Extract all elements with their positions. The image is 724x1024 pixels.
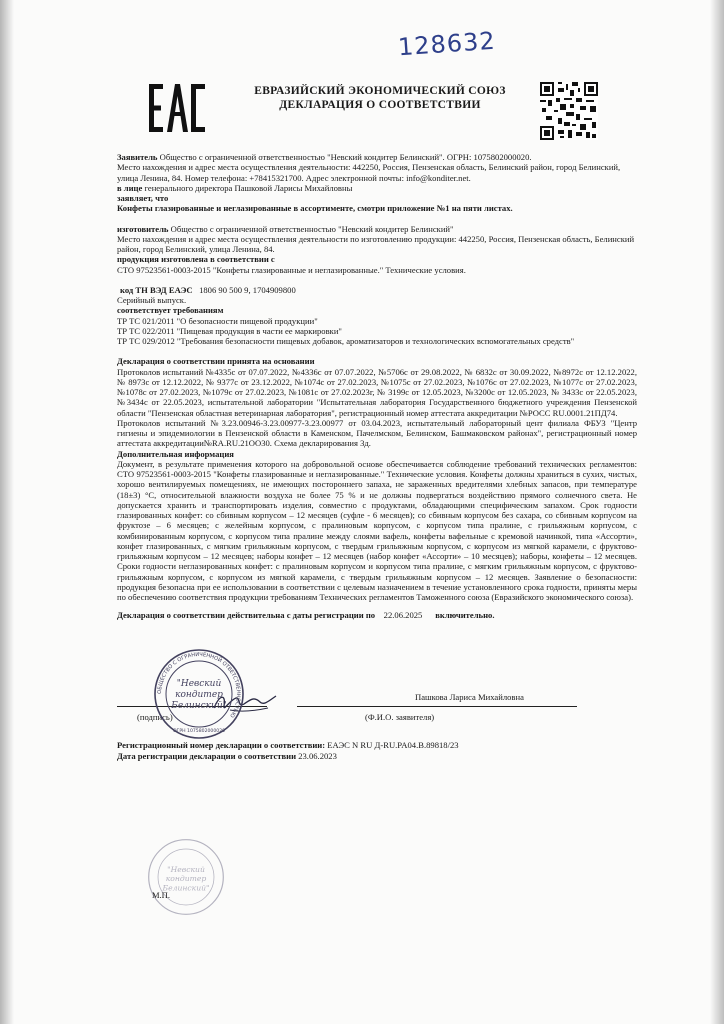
handwritten-number: 128632 bbox=[397, 26, 497, 62]
validity-suffix: включительно. bbox=[435, 610, 495, 621]
applicant-address: Место нахождения и адрес места осуществления деятельности: 442250, Россия, Пензенская область, Белинский район, город Белинский, улица Ленина, 84. Номер телефона: +78415321700. Адрес электронной почты: info@konditer.net. bbox=[117, 162, 621, 183]
made-per-label: продукция изготовлена в соответствии с bbox=[117, 254, 275, 265]
applicant-label: Заявитель bbox=[117, 152, 158, 162]
header-union: ЕВРАЗИЙСКИЙ ЭКОНОМИЧЕСКИЙ СОЮЗ bbox=[254, 85, 506, 97]
additional-info-label: Дополнительная информация bbox=[117, 448, 234, 459]
document-header bbox=[230, 84, 530, 112]
stamp-line: кондитер bbox=[175, 690, 223, 700]
basis-protocols-2: Протоколов испытаний №3.23.00946-3.23.00977-3.23.00977 от 03.04.2023, испытательный лабораторный цент филиала ФБУЗ "Центр гигиены и эпидемиологии в Пензенской области в Каменском, Пачелмском, Белинском, Башмаковском районах", регистрационный номер аттестата аккредитации№RA.RU.21ОО30. Схема декларирования 3д. bbox=[117, 417, 637, 449]
stamp-line: "Невский bbox=[176, 679, 222, 689]
registration-date: 23.06.2023 bbox=[296, 750, 337, 761]
manufacturer-label: изготовитель bbox=[117, 223, 169, 234]
signature-caption: (подпись) bbox=[137, 712, 173, 722]
scan-shadow-left bbox=[0, 0, 14, 1024]
stamp-line: "Невский bbox=[167, 864, 205, 874]
representative-label: в лице bbox=[117, 182, 143, 193]
stamp-ogrn: ОГРН 1075802000020 bbox=[172, 729, 226, 734]
stamp-line: кондитер bbox=[165, 874, 207, 884]
tnved-code-line bbox=[117, 285, 637, 295]
seal-place-label: М.П. bbox=[152, 890, 170, 900]
validity-line bbox=[117, 610, 637, 620]
tnved-value: 1806 90 500 9, 1704909800 bbox=[199, 284, 296, 295]
additional-info-text: Документ, в результате применения которого на добровольной основе обеспечивается соблюдение требований технических регламентов: СТО 97523561-0003-2015 "Конфеты глазированные и неглазированные." Технические условия. Конфеты должны храниться в сухих, чистых, хорошо вентилируемых помещениях, не имеющих постороннего запаха, не зараженных вредителями хлебных запасов, при температуре (18±3) °С, относительной влажности воздуха не более 75 % и не должны подвергаться воздействию прямого солнечного света. Не допускается хранить и транспортировать изделия, совместно с продуктами, обладающими специфическим запахом. Срок годности глазированных конфет: со сбивным корпусом – 12 месяцев (суфле - 6 месяцев); со сбивным корпусом без сахара, со сбивным корпусом на фруктозе – 6 месяцев; с желейным корпусом, с пралиновым корпусом, с корпусом типа пралине, с грильяжным корпусом, с комбинированным корпусом, с корпусом типа пралине между слоями вафель, конфеты вафельные с кремовой начинкой, типа «Ассорти», конфет глазированных, с мягким грильяжным корпусом, с твердым грильяжным корпусом, с корпусом из мягкой карамели, с фруктово-грильяжным корпусом – 12 месяцев; наборы конфет – 12 месяцев (набор конфет «Ассорти» – 10 месяцев); наборы, конфеты – 12 месяцев. Сроки годности неглазированных конфет: с пралиновым корпусом и корпусом типа пралине, с мягким грильяжным корпусом, с фруктово-грильяжным корпусом, с корпусом из мягкой карамели, с твердым грильяжным корпусом – 12 месяцев. Заявление о безопасности: продукция безопасна при ее использовании в соответствии с целевым назначением в течение установленного срока годности, приняты меры по обеспечению соответствия продукции требованиям Технических регламентов Таможенного союза (Евразийского экономического союза). bbox=[117, 458, 637, 602]
product-name: Конфеты глазированные и неглазированные в ассортименте, смотри приложение №1 на пяти листах. bbox=[117, 203, 513, 214]
basis-protocols-1: Протоколов испытаний №4335с от 07.07.2022, №4336с от 07.07.2022, №5706с от 29.08.2022, № 6832с от 30.09.2022, №8972с от 12.12.2022, № 8973с от 12.12.2022, № 9377с от 23.12.2022, №1074с от 27.02.2023, №1075с от 27.02.2023, №1076с от 27.02.2023, №1077с от 27.02.2023, №1078с от 27.02.2023, №1079с от 27.02.2023, №1081с от 27.02.2023г, № 3199с от 12.05.2023, №3200с от 12.05.2023, № 3433с от 22.05.2023, №3434с от 22.05.2023, испытательной лаборатории "Испытательная лаборатория Государственного бюджетного учреждения Пензенской области "Пензенская областная ветеринарная лаборатория", регистрационный номер аттестата аккредитации №РОСС RU.0001.21ПД74. bbox=[117, 366, 637, 418]
signatory-name: Пашкова Лариса Михайловна bbox=[415, 692, 524, 702]
registration-number-label: Регистрационный номер декларации о соответствии: bbox=[117, 740, 326, 750]
representative-line bbox=[117, 183, 637, 193]
faded-stamp-imprint bbox=[147, 838, 225, 916]
requirements-label: соответствует требованиям bbox=[117, 305, 224, 316]
representative-name: генерального директора Пашковой Ларисы Михайловны bbox=[142, 182, 353, 193]
company-stamp bbox=[153, 648, 245, 740]
serial-release: Серийный выпуск. bbox=[117, 295, 187, 305]
stamp-line: Белинский" bbox=[171, 701, 227, 711]
requirement-item: ТР ТС 029/2012 "Требования безопасности пищевых добавок, ароматизаторов и технологических вспомогательных средств" bbox=[117, 336, 575, 346]
basis-label: Декларация о соответствии принята на основании bbox=[117, 356, 315, 367]
registration-date-label: Дата регистрации декларации о соответствии bbox=[117, 750, 297, 761]
declares-label: заявляет, что bbox=[117, 193, 169, 203]
applicant-line bbox=[117, 152, 637, 162]
qr-code bbox=[540, 82, 598, 140]
registration-number-line bbox=[117, 740, 637, 751]
validity-label: Декларация о соответствии действительна с даты регистрации по bbox=[117, 610, 376, 621]
requirement-item: ТР ТС 022/2011 "Пищевая продукция в части ее маркировки" bbox=[117, 325, 342, 336]
eac-logo bbox=[147, 82, 207, 134]
validity-date: 22.06.2025 bbox=[383, 610, 423, 621]
applicant-name: Общество с ограниченной ответственностью "Невский кондитер Белинский". ОГРН: 1075802000020. bbox=[157, 152, 532, 162]
product-standard: СТО 97523561-0003-2015 "Конфеты глазированные и неглазированные." Технические условия. bbox=[117, 264, 466, 275]
requirement-item: ТР ТС 021/2011 "О безопасности пищевой продукции" bbox=[117, 315, 318, 326]
scan-shadow-right bbox=[710, 0, 724, 1024]
name-caption: (Ф.И.О. заявителя) bbox=[365, 712, 435, 722]
tnved-label: код ТН ВЭД ЕАЭС bbox=[120, 284, 193, 295]
header-title: ДЕКЛАРАЦИЯ О СООТВЕТСТВИИ bbox=[279, 99, 481, 111]
registration-date-line bbox=[117, 751, 637, 762]
registration-number: ЕАЭС N RU Д-RU.PA04.B.89818/23 bbox=[325, 740, 459, 750]
stamp-line: Белинский" bbox=[162, 883, 210, 893]
registration-block bbox=[117, 740, 637, 761]
stamp-ring-text: ОБЩЕСТВО С ОГРАНИЧЕННОЙ ОТВЕТСТВЕННОСТЬЮ bbox=[156, 651, 242, 719]
declaration-body bbox=[117, 152, 637, 621]
manufacturer-line bbox=[117, 224, 637, 234]
manufacturer-address: Место нахождения и адрес места осуществления деятельности по изготовлению продукции: 442250, Россия, Пензенская область, Белинский район, город Белинский, улица Ленина, 84. bbox=[117, 233, 635, 254]
manufacturer-name: Общество с ограниченной ответственностью "Невский кондитер Белинский" bbox=[168, 223, 454, 234]
